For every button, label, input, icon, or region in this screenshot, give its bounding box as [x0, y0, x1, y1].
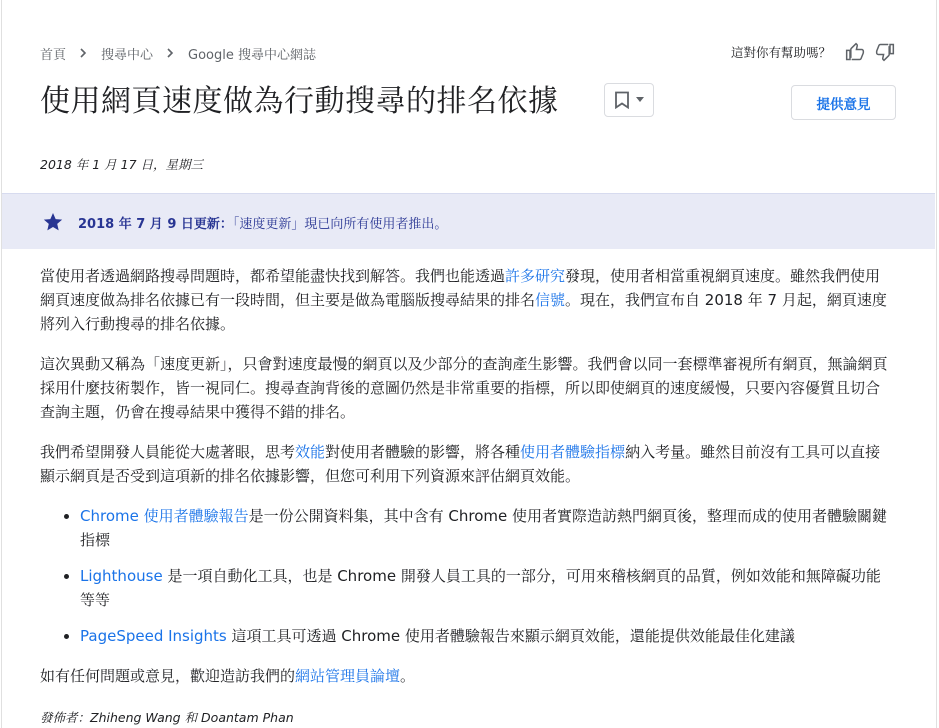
link-webmaster-forum[interactable]: 網站管理員論壇 — [295, 667, 401, 685]
bookmark-button[interactable] — [604, 83, 654, 117]
text: 當使用者透過網路搜尋問題時，都希望能盡快找到解答。我們也能透過 — [40, 267, 506, 285]
text: 。現在，我們宣布自 2018 年 7 月起，網頁速度將列入行動搜尋的排名依據。 — [40, 291, 887, 333]
caret-down-icon — [636, 97, 644, 103]
page-title: 使用網頁速度做為行動搜尋的排名依據 — [40, 84, 559, 119]
text: 。 — [400, 667, 416, 685]
breadcrumb — [40, 44, 316, 62]
text: 這項工具可透過 Chrome 使用者體驗報告來顯示網頁效能，還能提供效能最佳化建議 — [226, 627, 795, 645]
link-pagespeed-insights[interactable]: PageSpeed Insights — [80, 627, 227, 645]
chevron-right-icon — [164, 47, 176, 59]
link-signal[interactable]: 信號 — [535, 291, 566, 309]
thumb-up-icon[interactable] — [845, 42, 865, 62]
link-lighthouse[interactable]: Lighthouse — [80, 567, 163, 585]
link-research[interactable]: 許多研究 — [505, 267, 566, 285]
thumb-down-icon[interactable] — [875, 42, 895, 62]
resource-list — [40, 504, 892, 648]
helpful-question: 這對你有幫助嗎？ — [730, 45, 831, 60]
list-item — [80, 564, 892, 612]
text: 如有任何問題或意見，歡迎造訪我們的 — [40, 667, 296, 685]
publish-date: 2018 年 1 月 17 日，星期三 — [40, 157, 204, 172]
text: 發現，使用者相當重視網頁速度。雖然我們使用網頁速度做為排名依據已有一段時間，但主要是做為電腦版搜尋結果的排名 — [40, 267, 881, 309]
link-ux-metrics[interactable]: 使用者體驗指標 — [520, 443, 626, 461]
paragraph-4 — [40, 664, 892, 688]
bookmark-icon — [614, 91, 630, 109]
chevron-right-icon — [77, 47, 89, 59]
author-line: 發佈者：Zhiheng Wang 和 Doantam Phan — [40, 710, 294, 725]
text: 我們希望開發人員能從大處著眼，思考 — [40, 443, 296, 461]
breadcrumb-search-central[interactable]: 搜尋中心 — [101, 47, 154, 63]
text: 納入考量。雖然目前沒有工具可以直接顯示網頁是否受到這項新的排名依據影響，但您可利用下列資源來評估網頁效能。 — [40, 443, 881, 485]
article-body — [40, 264, 892, 704]
breadcrumb-home[interactable]: 首頁 — [40, 47, 67, 63]
list-item — [80, 504, 892, 552]
list-item — [80, 624, 892, 648]
helpful-widget — [731, 42, 895, 62]
paragraph-1 — [40, 264, 892, 336]
update-banner — [2, 193, 935, 249]
text: 是一份公開資料集，其中含有 Chrome 使用者實際造訪熱門網頁後，整理而成的使用者體驗關鍵指標 — [80, 507, 887, 549]
text: 是一項自動化工具，也是 Chrome 開發人員工具的一部分，可用來稽核網頁的品質，例如效能和無障礙功能等等 — [80, 567, 881, 609]
breadcrumb-blog[interactable]: Google 搜尋中心網誌 — [188, 47, 317, 63]
update-message: 「速度更新」現已向所有使用者推出。 — [232, 217, 448, 232]
update-date: 2018 年 7 月 9 日更新： — [78, 217, 233, 232]
star-icon — [42, 211, 64, 233]
update-banner-text — [78, 213, 447, 232]
link-performance[interactable]: 效能 — [295, 443, 326, 461]
paragraph-3 — [40, 440, 892, 488]
text: 對使用者體驗的影響，將各種 — [325, 443, 521, 461]
paragraph-2: 這次異動又稱為「速度更新」，只會對速度最慢的網頁以及少部分的查詢產生影響。我們會以同一套標準審視所有網頁，無論網頁採用什麼技術製作，皆一視同仁。搜尋查詢背後的意圖仍然是非常重要的指標，所以即使網頁的速度緩慢，只要內容優質且切合查詢主題，仍會在搜尋結果中獲得不錯的排名。 — [40, 355, 888, 421]
link-crux-report[interactable]: Chrome 使用者體驗報告 — [80, 507, 249, 525]
feedback-button[interactable]: 提供意見 — [791, 85, 896, 120]
